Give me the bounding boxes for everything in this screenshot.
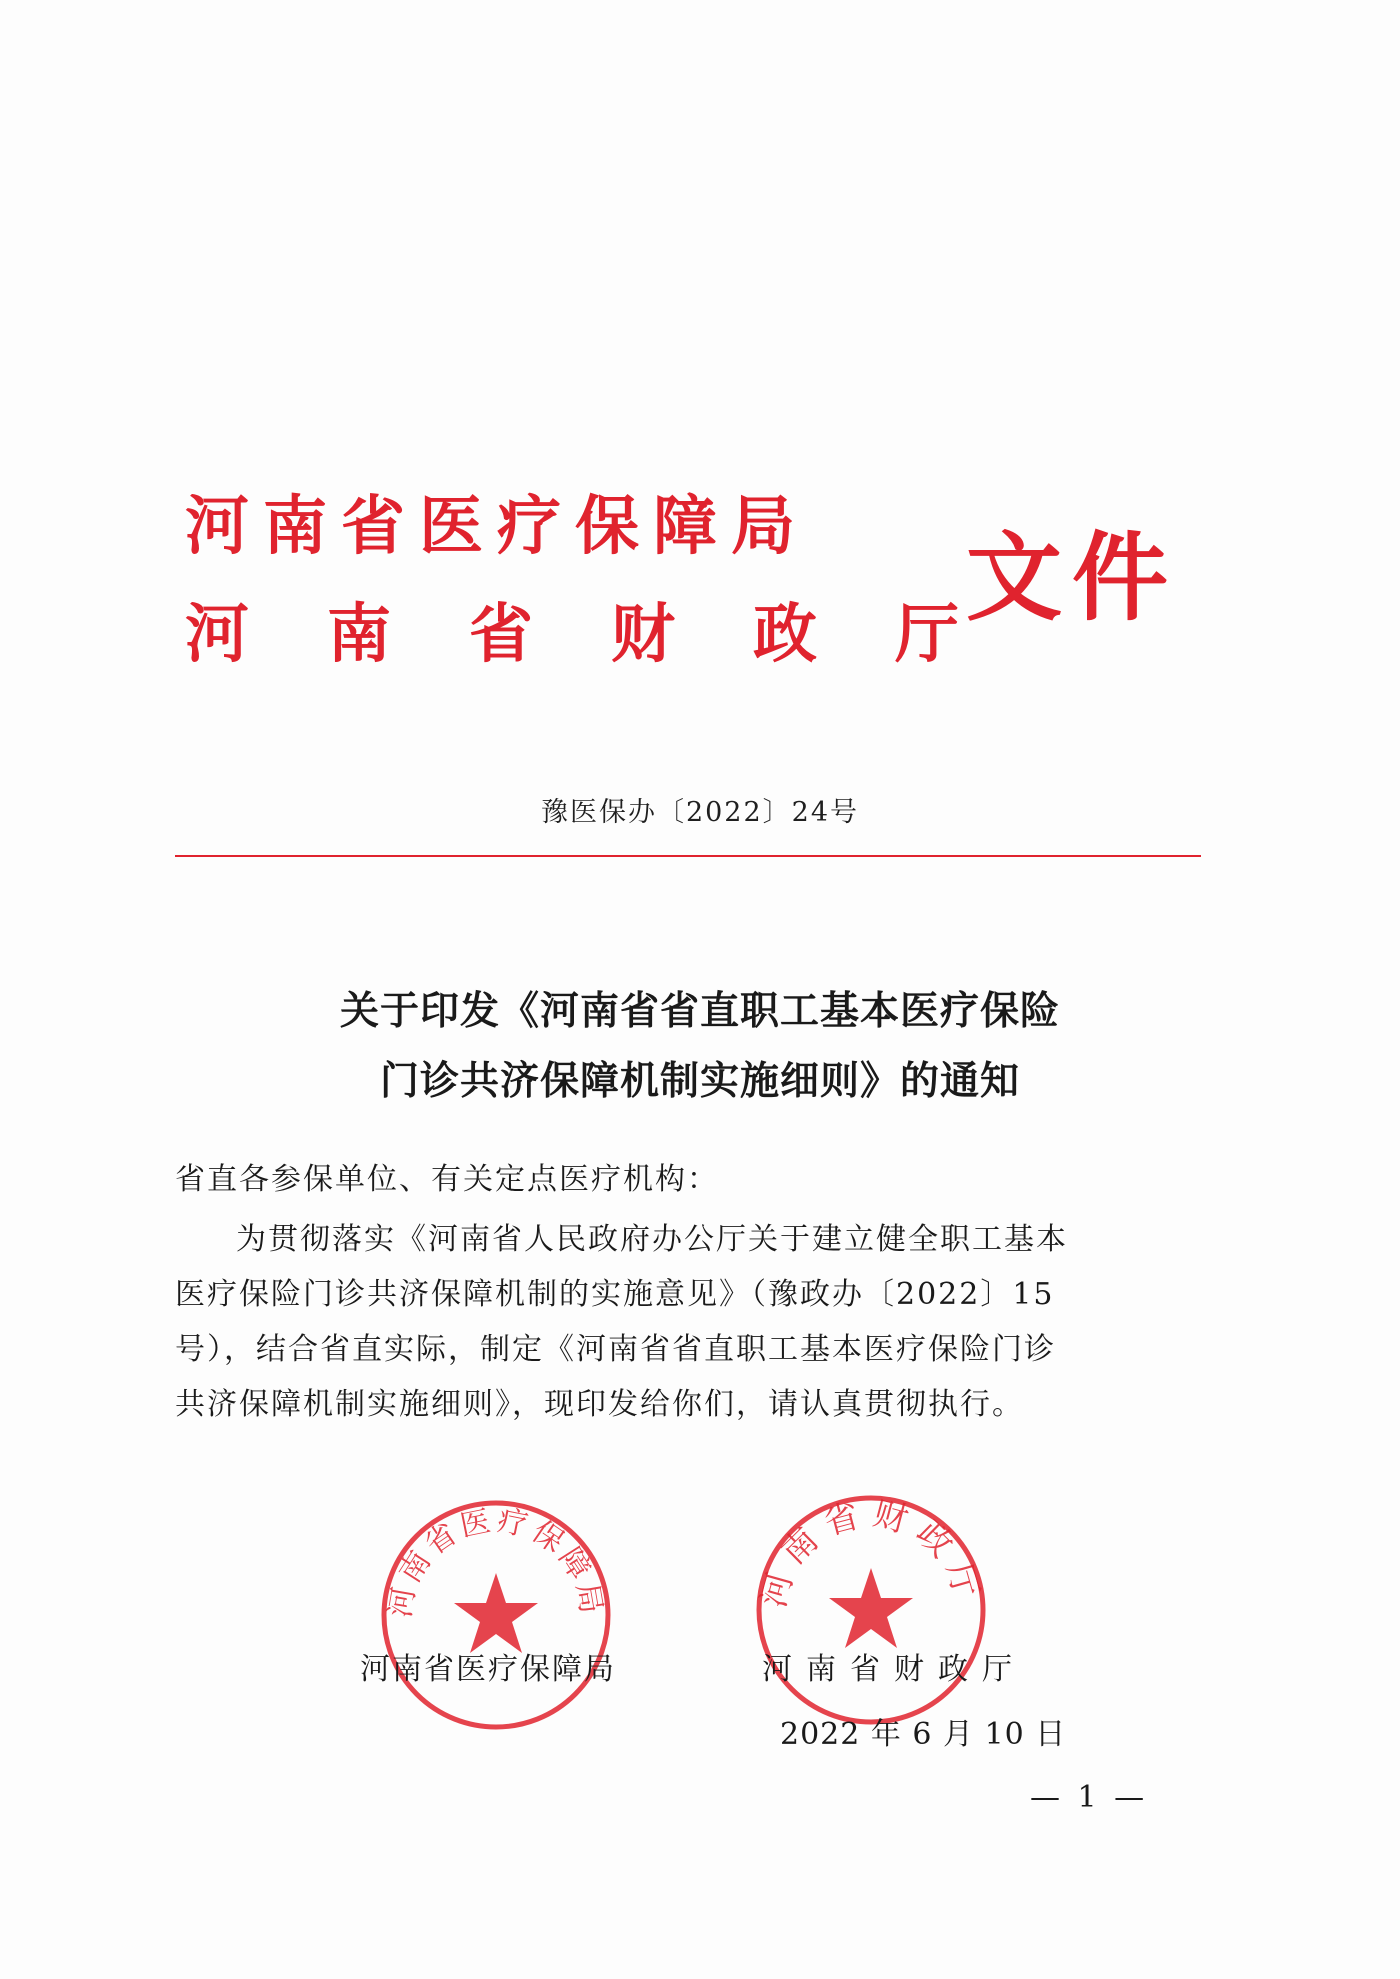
- salutation: 省直各参保单位、有关定点医疗机构：: [175, 1162, 719, 1197]
- issue-date: 2022 年 6 月 10 日: [780, 1717, 1067, 1752]
- title-line-1: 关于印发《河南省省直职工基本医疗保险: [339, 989, 1060, 1034]
- official-seal-finance-department: [751, 1490, 991, 1730]
- issuer-line-2: 河南省财政厅: [185, 598, 1037, 672]
- seal-1-text: 河南省医疗保障局: [382, 1503, 610, 1621]
- body-line: 号），结合省直实际，制定《河南省省直职工基本医疗保险门诊: [175, 1332, 1056, 1367]
- body-line: 为贯彻落实《河南省人民政府办公厅关于建立健全职工基本: [236, 1222, 1068, 1257]
- signer-finance-department: 河南省财政厅: [762, 1652, 1026, 1687]
- seal-2-text: 河南省财政厅: [753, 1493, 989, 1612]
- issuer-line-1: 河南省医疗保障局: [185, 490, 809, 564]
- body-line: 共济保障机制实施细则》，现印发给你们，请认真贯彻执行。: [175, 1387, 1024, 1422]
- document-number: 豫医保办〔2022〕24号: [540, 797, 860, 828]
- body-line: 医疗保险门诊共济保障机制的实施意见》（豫政办〔2022〕15: [175, 1277, 1055, 1312]
- page-number: — 1 —: [1030, 1780, 1149, 1815]
- title-line-2: 门诊共济保障机制实施细则》的通知: [379, 1059, 1020, 1104]
- red-divider: [175, 855, 1201, 857]
- star-icon: [454, 1573, 538, 1653]
- star-icon: [829, 1568, 913, 1648]
- official-seal-medical-security: [376, 1495, 616, 1735]
- signer-medical-security-bureau: 河南省医疗保障局: [360, 1652, 616, 1687]
- document-word: 文件: [966, 522, 1178, 634]
